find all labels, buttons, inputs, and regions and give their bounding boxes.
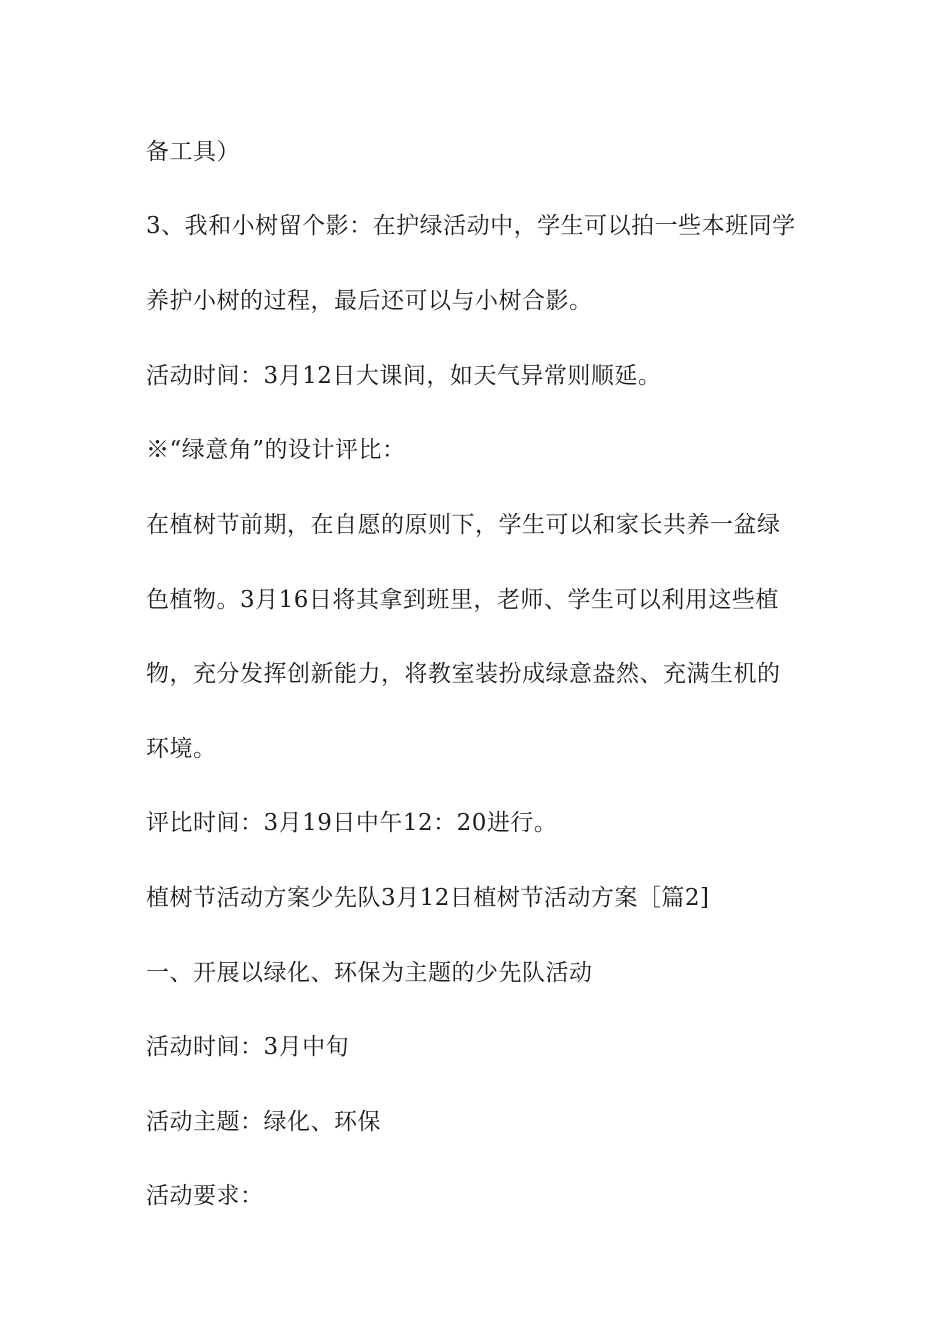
text-line: ※“绿意角”的设计评比： (146, 437, 406, 463)
text-line: 备工具） (146, 139, 240, 165)
text-line: 3、我和小树留个影：在护绿活动中，学生可以拍一些本班同学 (146, 213, 796, 239)
text-line: 养护小树的过程，最后还可以与小树合影。 (146, 288, 593, 314)
text-line: 活动主题：绿化、环保 (146, 1109, 381, 1135)
text-line: 评比时间：3月19日中午12：20进行。 (146, 810, 558, 836)
text-line: 环境。 (146, 736, 217, 762)
text-line: 活动时间：3月中旬 (146, 1034, 350, 1060)
text-line: 活动要求： (146, 1183, 264, 1209)
text-line: 一、开展以绿化、环保为主题的少先队活动 (146, 960, 593, 986)
text-line: 物，充分发挥创新能力，将教室装扮成绿意盎然、充满生机的 (146, 661, 781, 687)
text-line: 色植物。3月16日将其拿到班里，老师、学生可以利用这些植 (146, 587, 779, 613)
text-line: 在植树节前期，在自愿的原则下，学生可以和家长共养一盆绿 (146, 512, 781, 538)
text-line: 活动时间：3月12日大课间，如天气异常则顺延。 (146, 363, 662, 389)
section-heading: 植树节活动方案少先队3月12日植树节活动方案［篇2] (146, 885, 710, 911)
